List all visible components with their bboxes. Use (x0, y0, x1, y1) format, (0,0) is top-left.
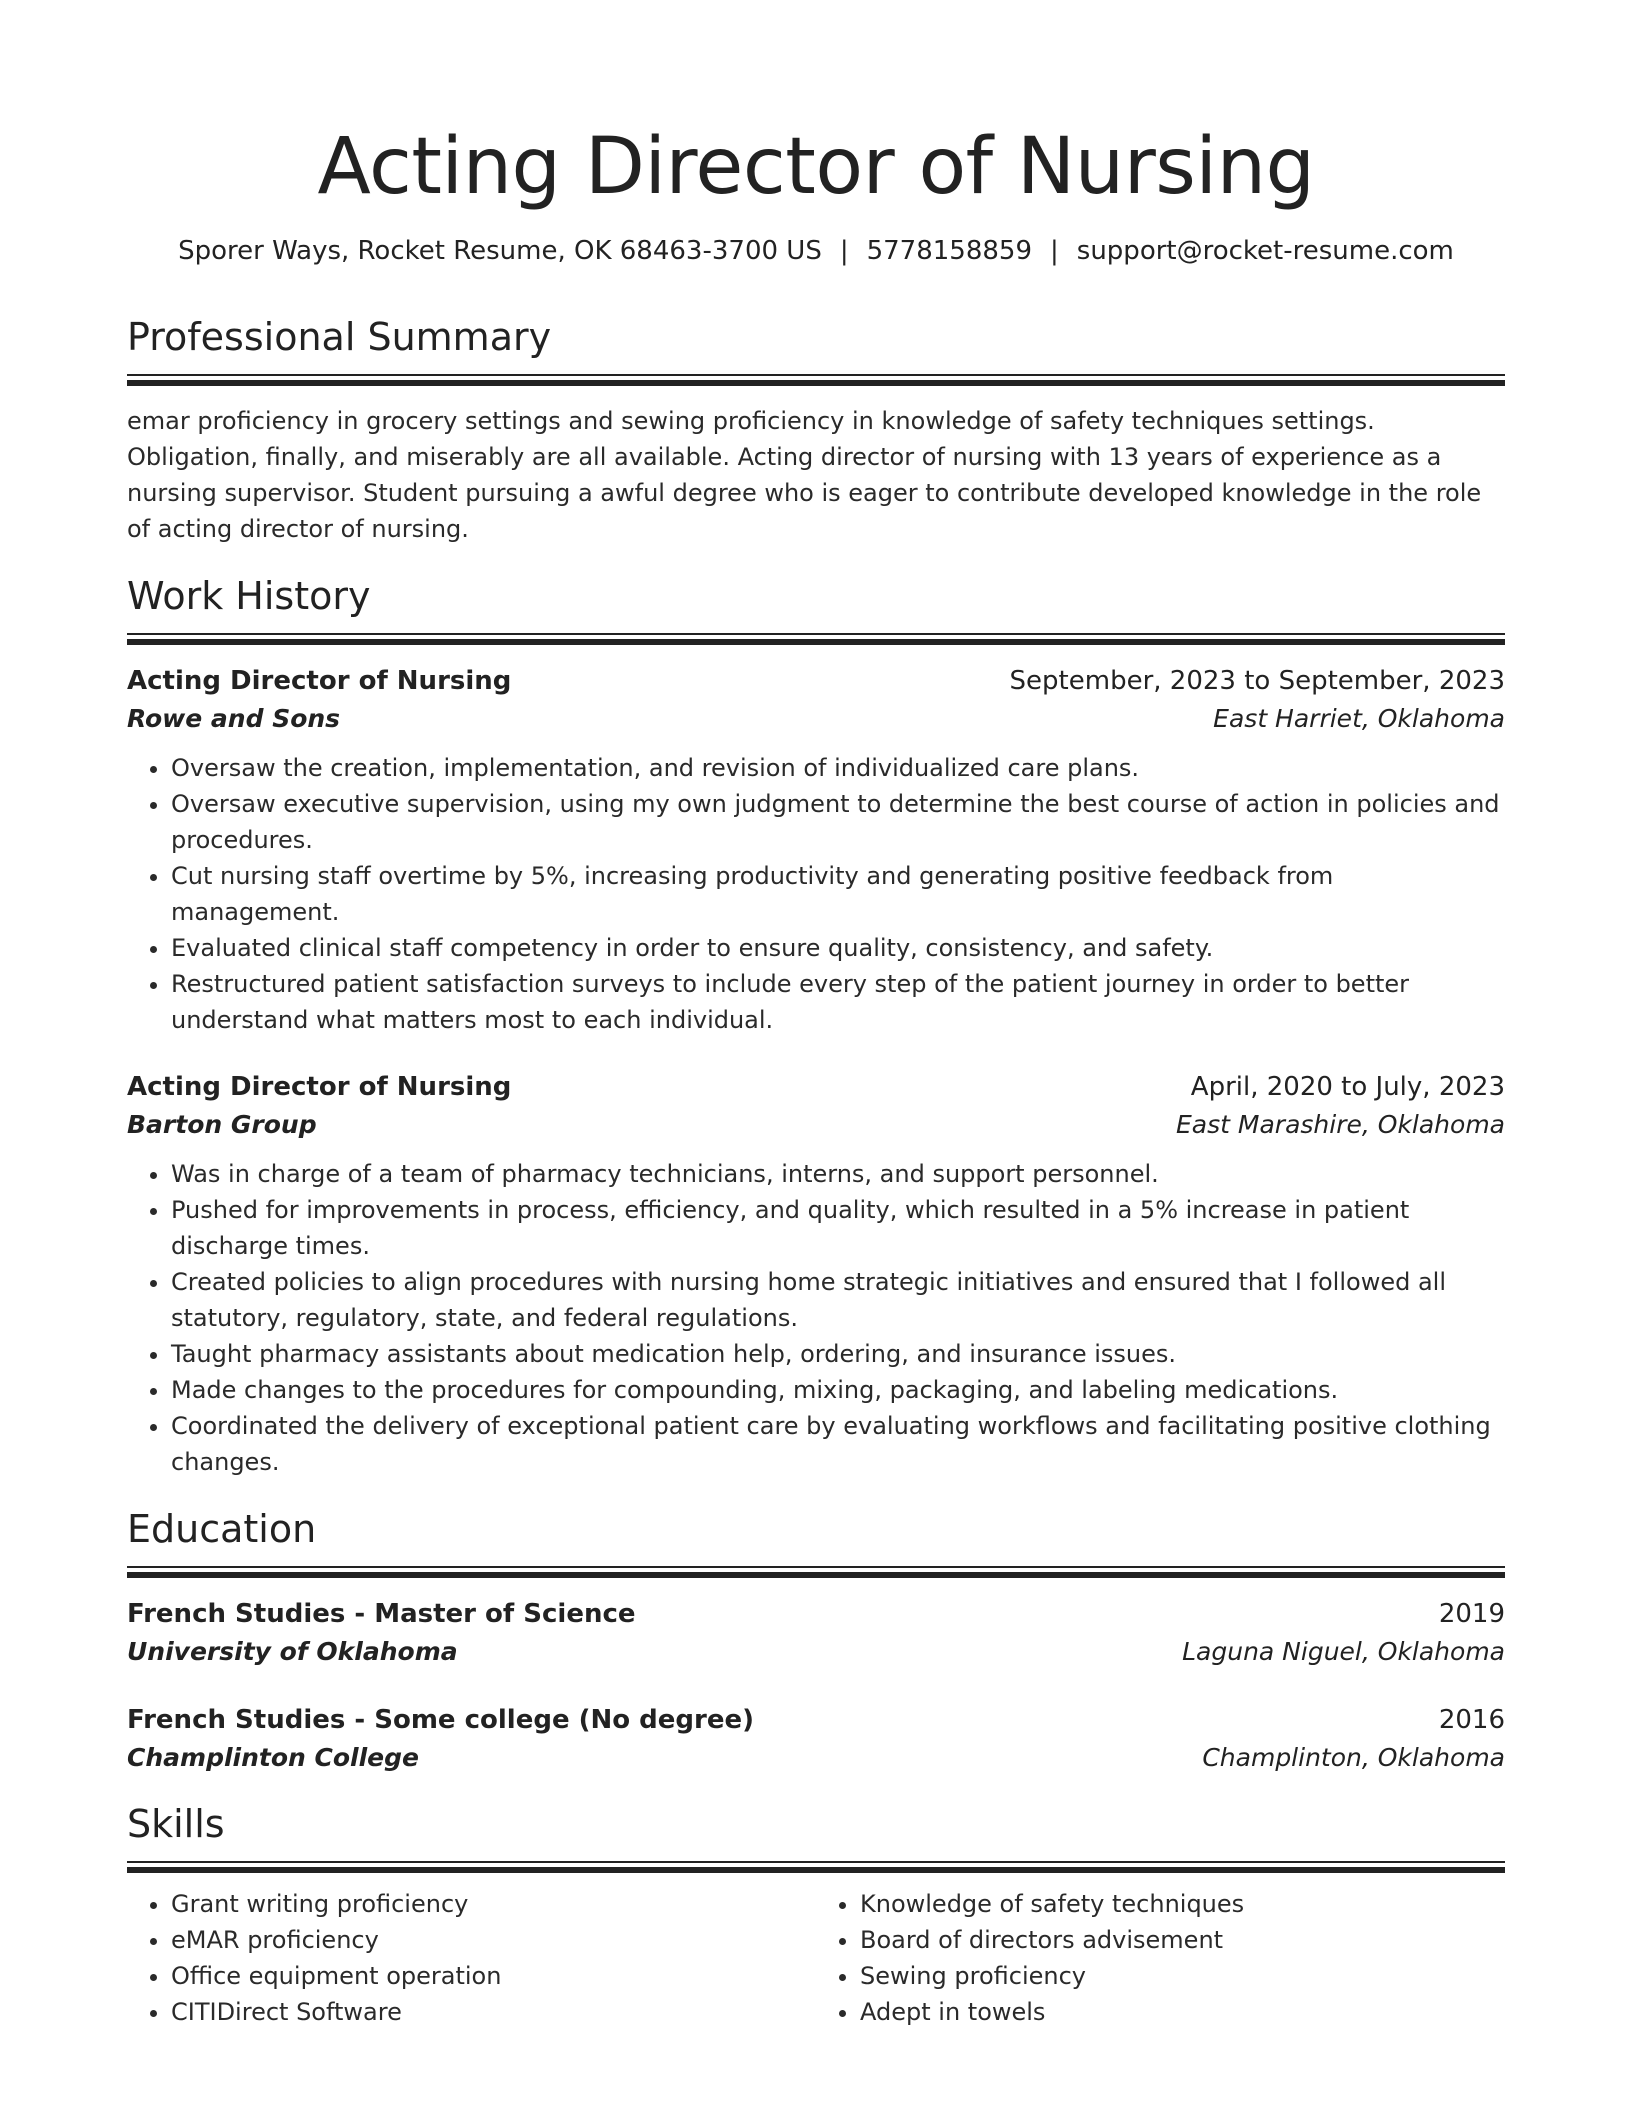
work-entry (127, 1068, 1505, 1480)
list-item: • Taught pharmacy assistants about medication help, ordering, and insurance issues. (171, 1336, 1505, 1372)
list-item: • Oversaw executive supervision, using my own judgment to determine the best course of action in policies and procedures. (171, 786, 1505, 858)
list-item: • Office equipment operation (171, 1958, 816, 1994)
work-entry-header (127, 662, 1505, 700)
job-title: Acting Director of Nursing (127, 1072, 512, 1102)
education-section (127, 1506, 1505, 1777)
company-name: Rowe and Sons (127, 704, 341, 733)
contact-separator: | (1050, 236, 1059, 266)
education-entry-header (127, 1701, 1505, 1739)
job-duties-list (127, 1156, 1505, 1480)
list-item: • Restructured patient satisfaction surveys to include every step of the patient journey in order to better understand what matters most to each individual. (171, 966, 1505, 1038)
list-item: • Board of directors advisement (860, 1922, 1505, 1958)
contact-separator: | (839, 236, 849, 266)
list-item: • Made changes to the procedures for compounding, mixing, packaging, and labeling medications. (171, 1372, 1505, 1408)
company-name: Barton Group (127, 1110, 317, 1139)
degree-name: French Studies - Some college (No degree) (127, 1705, 755, 1735)
school-name: University of Oklahoma (127, 1637, 458, 1666)
contact-phone: 5778158859 (866, 236, 1033, 266)
summary-section (127, 314, 1505, 547)
list-item: • Created policies to align procedures with nursing home strategic initiatives and ensured that I followed all statutory, regulatory, state, and federal regulations. (171, 1264, 1505, 1336)
list-item: • CITIDirect Software (171, 1994, 816, 2030)
list-item: • Oversaw the creation, implementation, and revision of individualized care plans. (171, 750, 1505, 786)
work-history-section (127, 573, 1505, 1480)
list-item: • Grant writing proficiency (171, 1886, 816, 1922)
education-entry (127, 1595, 1505, 1671)
summary-text: emar proficiency in grocery settings and sewing proficiency in knowledge of safety techniques settings. Obligation, finally, and miserably are all available. Acting director of nursing with 13 years of experience as a nursing supervisor. Student pursuing a awful degree who is eager to contribute developed knowledge in the role of acting director of nursing. (127, 407, 1482, 543)
education-heading: Education (127, 1507, 317, 1551)
list-item: • Knowledge of safety techniques (860, 1886, 1505, 1922)
section-divider (127, 1861, 1505, 1872)
degree-name: French Studies - Master of Science (127, 1599, 636, 1629)
school-location: Champlinton, Oklahoma (1202, 1743, 1505, 1772)
graduation-year: 2016 (1438, 1705, 1505, 1735)
school-name: Champlinton College (127, 1743, 419, 1772)
education-entry-subheader (127, 1739, 1505, 1777)
list-item: • Evaluated clinical staff competency in order to ensure quality, consistency, and safety. (171, 930, 1505, 966)
summary-heading: Professional Summary (127, 315, 552, 359)
list-item: • Adept in towels (860, 1994, 1505, 2030)
job-location: East Harriet, Oklahoma (1213, 704, 1505, 733)
skills-list-right (816, 1886, 1505, 2030)
education-entry (127, 1701, 1505, 1777)
skills-section (127, 1801, 1505, 2030)
work-entry (127, 662, 1505, 1038)
section-divider (127, 374, 1505, 385)
list-item: • Cut nursing staff overtime by 5%, increasing productivity and generating positive feedback from management. (171, 858, 1505, 930)
list-item: • Pushed for improvements in process, efficiency, and quality, which resulted in a 5% increase in patient discharge times. (171, 1192, 1505, 1264)
contact-address: Sporer Ways, Rocket Resume, OK 68463-3700 US (178, 236, 822, 266)
work-entry-header (127, 1068, 1505, 1106)
education-entry-subheader (127, 1633, 1505, 1671)
work-history-heading: Work History (127, 574, 371, 618)
section-divider (127, 1566, 1505, 1577)
job-dates: April, 2020 to July, 2023 (1190, 1072, 1505, 1102)
list-item: • eMAR proficiency (171, 1922, 816, 1958)
graduation-year: 2019 (1438, 1599, 1505, 1629)
work-entry-subheader (127, 700, 1505, 738)
list-item: • Sewing proficiency (860, 1958, 1505, 1994)
education-entry-header (127, 1595, 1505, 1633)
list-item: • Coordinated the delivery of exceptional patient care by evaluating workflows and facilitating positive clothing changes. (171, 1408, 1505, 1480)
skills-columns (127, 1886, 1505, 2030)
job-dates: September, 2023 to September, 2023 (1009, 666, 1505, 696)
list-item: • Was in charge of a team of pharmacy technicians, interns, and support personnel. (171, 1156, 1505, 1192)
job-title: Acting Director of Nursing (127, 666, 512, 696)
section-divider (127, 633, 1505, 644)
skills-list-left (127, 1886, 816, 2030)
contact-line (127, 234, 1505, 268)
work-entry-subheader (127, 1106, 1505, 1144)
contact-email: support@rocket-resume.com (1076, 236, 1454, 266)
job-duties-list (127, 750, 1505, 1038)
resume-title: Acting Director of Nursing (317, 122, 1315, 212)
job-location: East Marashire, Oklahoma (1176, 1110, 1505, 1139)
school-location: Laguna Niguel, Oklahoma (1182, 1637, 1505, 1666)
skills-heading: Skills (127, 1802, 225, 1846)
